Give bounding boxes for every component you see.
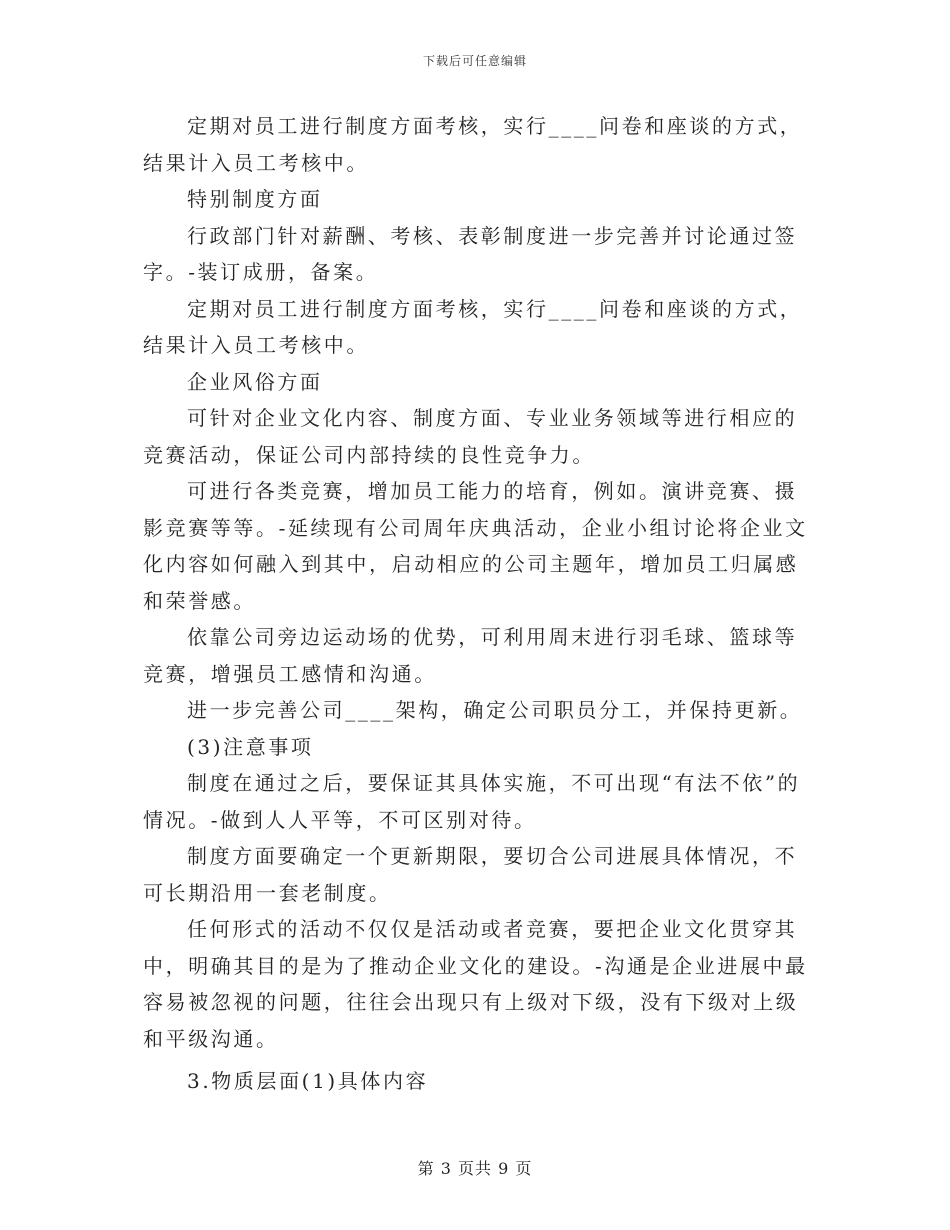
paragraph: 可进行各类竞赛，增加员工能力的培育，例如。演讲竞赛、摄影竞赛等等。-延续现有公司周年庆典活动，企业小组讨论将企业文化内容如何融入到其中，启动相应的公司主题年，增加员工归属感和荣誉感。 [143,479,808,613]
section-heading: 企业风俗方面 [187,369,323,394]
paragraph: 依靠公司旁边运动场的优势，可利用周末进行羽毛球、篮球等竞赛，增强员工感情和沟通。 [143,625,798,686]
section-heading: 3.物质层面(1)具体内容 [187,1069,429,1093]
paragraph: 制度方面要确定一个更新期限，要切合公司进展具体情况，不可长期沿用一套老制度。 [143,844,798,905]
paragraph: 任何形式的活动不仅仅是活动或者竞赛，要把企业文化贯穿其中，明确其目的是为了推动企业文化的建设。-沟通是企业进展中最容易被忽视的问题，往往会出现只有上级对下级，没有下级对上级和平级沟通。 [143,917,808,1051]
page-header: 下载后可任意编辑 [422,54,527,68]
paragraph: 行政部门针对薪酬、考核、表彰制度进一步完善并讨论通过签字。-装订成册，备案。 [143,223,798,284]
paragraph: 进一步完善公司____架构，确定公司职员分工，并保持更新。 [187,698,803,722]
paragraph: 定期对员工进行制度方面考核，实行____问卷和座谈的方式，结果计入员工考核中。 [143,114,803,175]
paragraph: 制度在通过之后，要保证其具体实施，不可出现“有法不依”的情况。-做到人人平等，不可区别对待。 [143,771,801,832]
section-heading: (3)注意事项 [187,734,314,759]
paragraph: 可针对企业文化内容、制度方面、专业业务领域等进行相应的竞赛活动，保证公司内部持续的良性竞争力。 [143,406,798,467]
section-heading: 特别制度方面 [187,187,323,211]
paragraph: 定期对员工进行制度方面考核，实行____问卷和座谈的方式，结果计入员工考核中。 [143,296,803,357]
page-number: 第 3 页共 9 页 [417,1159,533,1178]
document-body [143,108,808,1100]
